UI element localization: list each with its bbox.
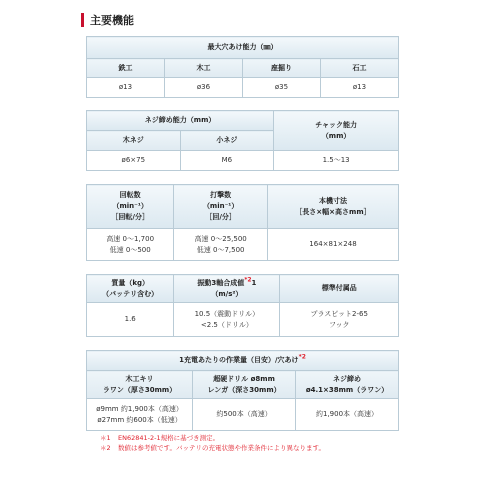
rpm-header: 回転数 （min⁻¹） ［回転/分］: [87, 185, 174, 229]
work-value-carbide-drill: 約500本（高速）: [193, 399, 296, 431]
mass-value: 1.6: [87, 303, 174, 337]
drilling-value-wood: ø36: [165, 78, 243, 98]
footnote-item: ＊1 EN62841-2-1規格に基づき測定。: [100, 434, 220, 442]
drilling-col-counterbore: 座掘り: [243, 59, 321, 78]
drilling-header: 最大穴あけ能力（㎜）: [87, 37, 399, 59]
work-footnote-mark: *2: [298, 353, 306, 361]
footnotes: [100, 433, 325, 453]
chuck-value: 1.5～13: [274, 151, 399, 171]
mass-header: 質量（kg） （バッテリ含む）: [87, 275, 174, 303]
section-title-text: 主要機能: [90, 14, 134, 27]
drilling-col-masonry: 石工: [321, 59, 399, 78]
screw-header: ネジ締め能力（mm）: [87, 111, 274, 131]
mass-vibration-table: [86, 274, 399, 337]
drilling-value-counterbore: ø35: [243, 78, 321, 98]
drilling-col-wood: 木工: [165, 59, 243, 78]
work-value-screw: 約1,900本（高速）: [296, 399, 399, 431]
work-col-screw: ネジ締め ø4.1×38mm（ラワン）: [296, 371, 399, 399]
screw-col-machine-screw: 小ネジ: [180, 131, 274, 151]
chuck-header: チャック能力 （mm）: [274, 111, 399, 151]
drilling-capacity-table: [86, 36, 399, 98]
section-title: [81, 12, 134, 28]
work-per-charge-table: [86, 350, 399, 431]
impact-value: 高速 0～25,500 低速 0～7,500: [174, 229, 268, 261]
title-accent-bar: [81, 13, 84, 27]
vibration-header: 振動3軸合成値$^{*2}$1 （m/s²）: [174, 275, 280, 303]
accessories-header: 標準付属品: [280, 275, 399, 303]
work-value-wood-bit: ø9mm 約1,900本（高速） ø27mm 約600本（低速）: [87, 399, 193, 431]
dimensions-value: 164×81×248: [267, 229, 398, 261]
dimensions-header: 本機寸法 ［長さ×幅×高さmm］: [267, 185, 398, 229]
work-header: 1充電あたりの作業量（目安）/穴あけ$^{*2}$: [87, 351, 399, 371]
vibration-value: 10.5（震動ドリル） <2.5（ドリル）: [174, 303, 280, 337]
accessories-value: プラスビット2-65 フック: [280, 303, 399, 337]
screw-chuck-table: [86, 110, 399, 171]
screw-value-wood-screw: ø6×75: [87, 151, 181, 171]
work-col-carbide-drill: 超硬ドリル ø8mm レンガ（深さ30mm）: [193, 371, 296, 399]
impact-header: 打撃数 （min⁻¹） ［回/分］: [174, 185, 268, 229]
speed-dimension-table: [86, 184, 399, 261]
footnote-item: ＊2 数値は参考値です。バッテリの充電状態や作業条件により異なります。: [100, 444, 325, 452]
work-col-wood-bit: 木工キリ ラワン（厚さ30mm）: [87, 371, 193, 399]
screw-value-machine-screw: M6: [180, 151, 274, 171]
vibration-footnote-mark: *2: [244, 276, 252, 284]
rpm-value: 高速 0～1,700 低速 0～500: [87, 229, 174, 261]
drilling-value-masonry: ø13: [321, 78, 399, 98]
screw-col-wood-screw: 木ネジ: [87, 131, 181, 151]
drilling-col-steel: 鉄工: [87, 59, 165, 78]
drilling-value-steel: ø13: [87, 78, 165, 98]
